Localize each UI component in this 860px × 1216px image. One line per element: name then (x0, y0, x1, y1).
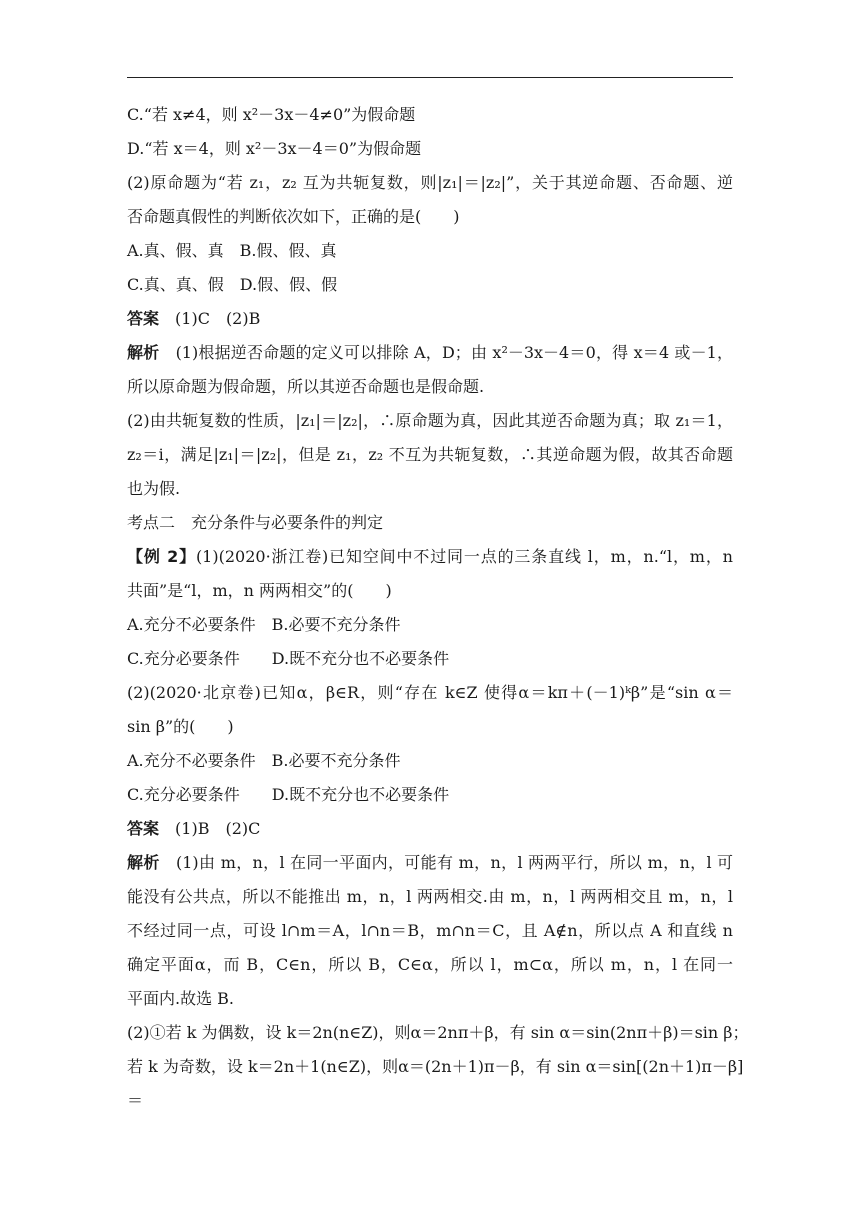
analysis2-line-1 (127, 846, 733, 880)
analysis-label-2: 解析 (127, 853, 160, 872)
answer-line (127, 302, 733, 336)
analysis-line-2: 所以原命题为假命题，所以其逆否命题也是假命题. (127, 377, 485, 396)
question-2-line-2: 否命题真假性的判断依次如下，正确的是( ) (127, 207, 460, 226)
example-q2-line-1: (2)(2020·北京卷)已知α，β∈R，则“存在 k∈Z 使得α＝kπ＋(－1)ᵏβ”是“sin α＝ (127, 683, 733, 702)
answer-line-2 (127, 812, 733, 846)
analysis2-text-1: (1)由 m，n，l 在同一平面内，可能有 m，n，l 两两平行，所以 m，n，l 可 (175, 853, 733, 872)
analysis-text-1: (1)根据逆否命题的定义可以排除 A，D；由 x²－3x－4＝0，得 x＝4 或－1， (175, 343, 733, 362)
analysis-line-3: (2)由共轭复数的性质，|z₁|＝|z₂|，∴原命题为真，因此其逆否命题为真；取 z₁＝1， (127, 411, 733, 430)
example-options-cd-2: C.充分必要条件 D.既不充分也不必要条件 (127, 785, 450, 804)
answer-text-2: (1)B (2)C (175, 819, 261, 838)
analysis2-line-8: ＝ (127, 1091, 144, 1110)
analysis-line-4: z₂＝i，满足|z₁|＝|z₂|，但是 z₁，z₂ 不互为共轭复数，∴其逆命题为假，故其否命题 (127, 445, 733, 464)
example-options-ab-1: A.充分不必要条件 B.必要不充分条件 (127, 615, 401, 634)
section-heading: 考点二 充分条件与必要条件的判定 (127, 513, 384, 532)
answer-text: (1)C (2)B (175, 309, 261, 328)
example-label: 【例 2】 (127, 547, 196, 566)
analysis2-line-4: 确定平面α，而 B，C∈n，所以 B，C∈α，所以 l，m⊂α，所以 m，n，l 在同一 (127, 955, 733, 974)
options-ab: A.真、假、真 B.假、假、真 (127, 241, 337, 260)
example-line-2: 共面”是“l，m，n 两两相交”的( ) (127, 581, 392, 600)
analysis2-line-7: 若 k 为奇数，设 k＝2n＋1(n∈Z)，则α＝(2n＋1)π－β，有 sin α＝sin[(2n＋1)π－β] (127, 1057, 744, 1076)
question-2-line-1: (2)原命题为“若 z₁，z₂ 互为共轭复数，则|z₁|＝|z₂|”，关于其逆命题、否命题、逆 (127, 173, 733, 192)
options-cd: C.真、真、假 D.假、假、假 (127, 275, 338, 294)
option-d: D.“若 x＝4，则 x²－3x－4＝0”为假命题 (127, 139, 422, 158)
analysis-line-5: 也为假. (127, 479, 181, 498)
analysis2-line-6: (2)①若 k 为偶数，设 k＝2n(n∈Z)，则α＝2nπ＋β，有 sin α＝sin(2nπ＋β)＝sin β； (127, 1023, 749, 1042)
analysis-line-1 (127, 336, 733, 370)
answer-label-2: 答案 (127, 819, 160, 838)
analysis-label: 解析 (127, 343, 160, 362)
example-q2-line-2: sin β”的( ) (127, 717, 234, 736)
answer-label: 答案 (127, 309, 160, 328)
example-options-cd-1: C.充分必要条件 D.既不充分也不必要条件 (127, 649, 450, 668)
analysis2-line-3: 不经过同一点，可设 l∩m＝A，l∩n＝B，m∩n＝C，且 A∉n，所以点 A 和直线 n (127, 921, 733, 940)
option-c: C.“若 x≠4，则 x²－3x－4≠0”为假命题 (127, 105, 416, 124)
header-rule (127, 77, 733, 78)
example-text-1: (1)(2020·浙江卷)已知空间中不过同一点的三条直线 l，m，n.“l，m，n (195, 547, 733, 566)
example-options-ab-2: A.充分不必要条件 B.必要不充分条件 (127, 751, 401, 770)
example-line-1 (127, 540, 733, 574)
document-body (127, 98, 749, 1118)
analysis2-line-2: 能没有公共点，所以不能推出 m，n，l 两两相交.由 m，n，l 两两相交且 m，n，l (127, 887, 733, 906)
analysis2-line-5: 平面内.故选 B. (127, 989, 235, 1008)
